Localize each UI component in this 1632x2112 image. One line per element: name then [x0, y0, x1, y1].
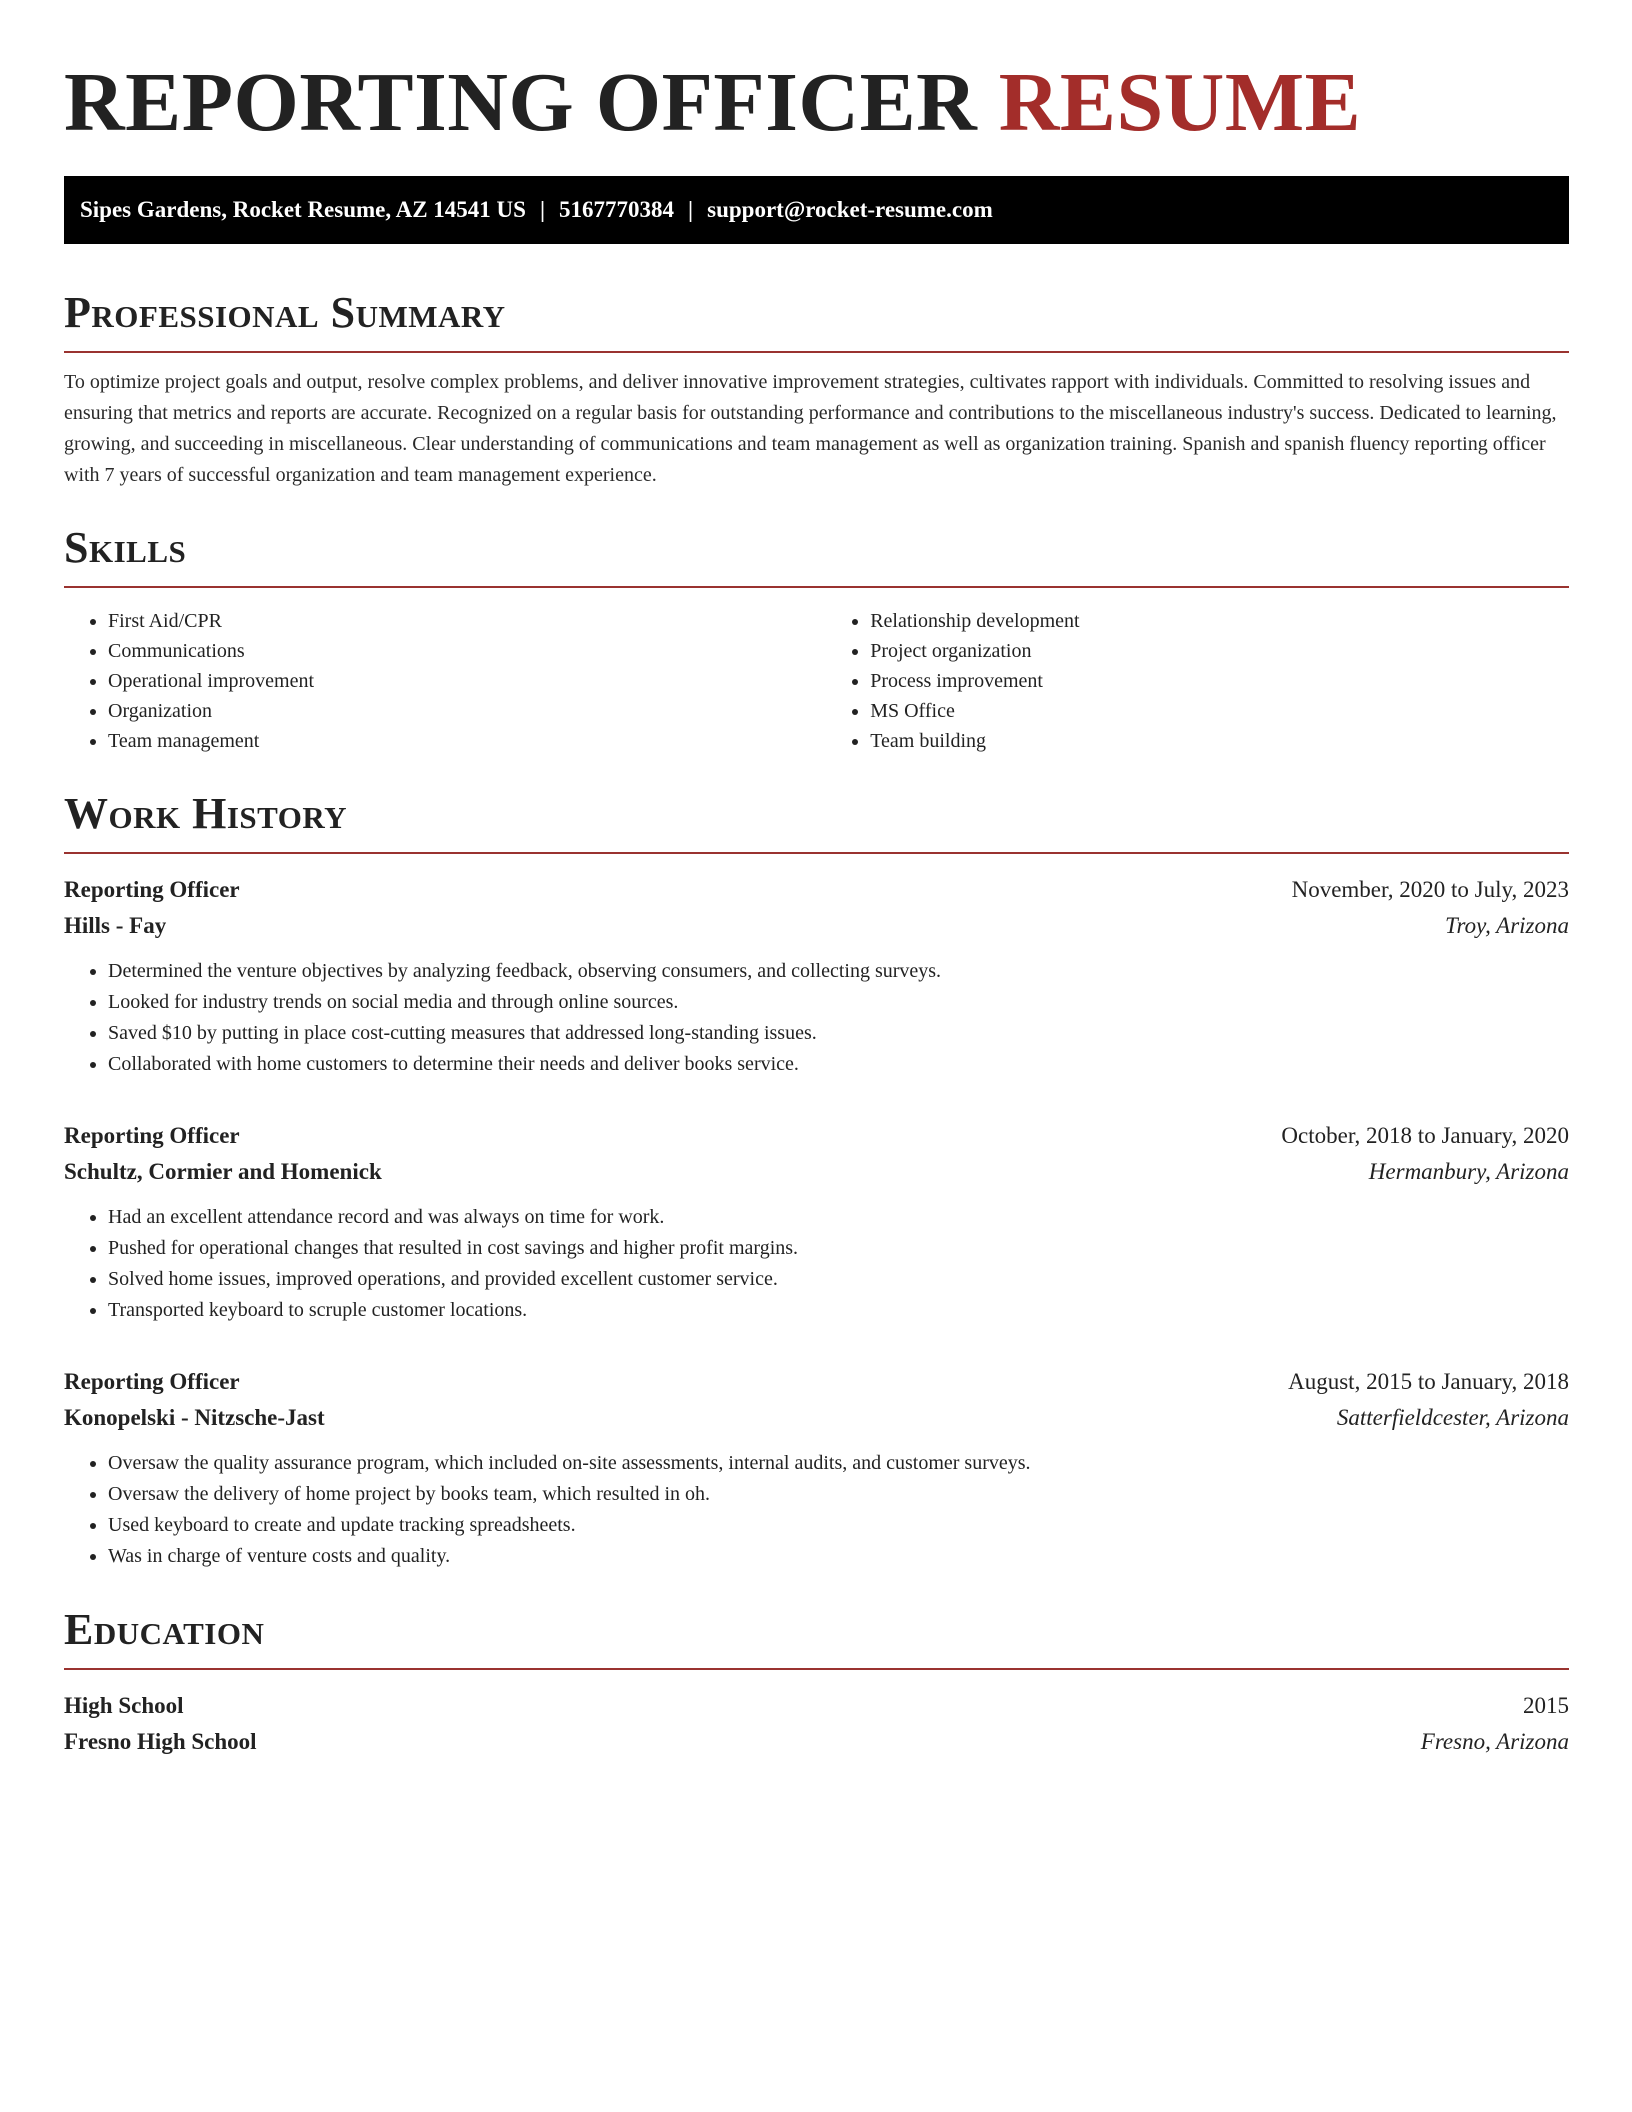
job-duties: [64, 1448, 1569, 1572]
summary-heading: Professional Summary: [64, 288, 506, 337]
skill-item: • Team management: [108, 726, 826, 756]
job-entry: [64, 1364, 1569, 1572]
skill-item: • MS Office: [870, 696, 1569, 726]
contact-bar: [64, 176, 1569, 244]
job-duty: • Collaborated with home customers to determine their needs and deliver books service.: [108, 1049, 1569, 1080]
section-divider: [64, 852, 1569, 854]
skills-list: [64, 606, 1569, 756]
skill-item: • Relationship development: [870, 606, 1569, 636]
job-duty: • Used keyboard to create and update tracking spreadsheets.: [108, 1510, 1569, 1541]
education-degree: High School: [64, 1693, 184, 1718]
education-entry: [64, 1688, 1569, 1760]
job-title: Reporting Officer: [64, 877, 240, 902]
section-divider: [64, 586, 1569, 588]
job-duty: • Looked for industry trends on social media and through online sources.: [108, 987, 1569, 1018]
job-dates: October, 2018 to January, 2020: [1281, 1123, 1569, 1148]
contact-separator: |: [688, 197, 694, 222]
job-location: Troy, Arizona: [1445, 913, 1569, 938]
skills-column-right: [826, 606, 1569, 756]
contact-phone[interactable]: 5167770384: [559, 197, 675, 222]
job-dates: November, 2020 to July, 2023: [1291, 877, 1569, 902]
job-company: Hills - Fay: [64, 913, 167, 938]
skill-item: • Process improvement: [870, 666, 1569, 696]
job-location: Hermanbury, Arizona: [1368, 1159, 1569, 1184]
section-divider: [64, 351, 1569, 353]
job-duties: [64, 1202, 1569, 1326]
skill-item: • Organization: [108, 696, 826, 726]
job-duty: • Was in charge of venture costs and quality.: [108, 1541, 1569, 1572]
skill-item: • Communications: [108, 636, 826, 666]
title-accent: RESUME: [998, 56, 1362, 149]
contact-separator: |: [539, 197, 546, 222]
job-duty: • Oversaw the quality assurance program, which included on-site assessments, internal audits, and customer surveys.: [108, 1448, 1569, 1479]
job-entry: [64, 1118, 1569, 1326]
job-duty: • Solved home issues, improved operations, and provided excellent customer service.: [108, 1264, 1569, 1295]
contact-address: Sipes Gardens, Rocket Resume, AZ 14541 US: [80, 197, 526, 222]
contact-email[interactable]: support@rocket-resume.com: [707, 197, 993, 222]
job-duties: [64, 956, 1569, 1080]
education-school: Fresno High School: [64, 1729, 257, 1754]
work-history-heading: Work History: [64, 789, 348, 838]
section-divider: [64, 1668, 1569, 1670]
skill-item: • First Aid/CPR: [108, 606, 826, 636]
education-location: Fresno, Arizona: [1420, 1729, 1569, 1754]
job-dates: August, 2015 to January, 2018: [1288, 1369, 1569, 1394]
job-duty: • Oversaw the delivery of home project by books team, which resulted in oh.: [108, 1479, 1569, 1510]
summary-text: To optimize project goals and output, resolve complex problems, and deliver innovative improvement strategies, cultivates rapport with individuals. Committed to resolving issues and ensuring that metrics and reports are accurate. Recognized on a regular basis for outstanding performance and contributions to the miscellaneous industry's success. Dedicated to learning, growing, and succeeding in miscellaneous. Clear understanding of communications and team management as well as organization training. Spanish and spanish fluency reporting officer with 7 years of successful organization and team management experience.: [64, 371, 1557, 486]
skill-item: • Operational improvement: [108, 666, 826, 696]
job-location: Satterfieldcester, Arizona: [1336, 1405, 1569, 1430]
job-duty: • Saved $10 by putting in place cost-cutting measures that addressed long-standing issues.: [108, 1018, 1569, 1049]
job-title: Reporting Officer: [64, 1369, 240, 1394]
page-title: [64, 0, 1569, 148]
job-duty: • Pushed for operational changes that resulted in cost savings and higher profit margins.: [108, 1233, 1569, 1264]
skills-heading: Skills: [64, 523, 187, 572]
education-year: 2015: [1523, 1693, 1569, 1718]
education-heading: Education: [64, 1605, 265, 1654]
skill-item: • Project organization: [870, 636, 1569, 666]
title-main: REPORTING OFFICER: [64, 56, 978, 149]
job-company: Konopelski - Nitzsche-Jast: [64, 1405, 325, 1430]
job-company: Schultz, Cormier and Homenick: [64, 1159, 382, 1184]
skills-column-left: [64, 606, 826, 756]
skill-item: • Team building: [870, 726, 1569, 756]
job-duty: • Transported keyboard to scruple customer locations.: [108, 1295, 1569, 1326]
job-duty: • Determined the venture objectives by analyzing feedback, observing consumers, and collecting surveys.: [108, 956, 1569, 987]
job-title: Reporting Officer: [64, 1123, 240, 1148]
resume-page: [64, 0, 1569, 1760]
job-duty: • Had an excellent attendance record and was always on time for work.: [108, 1202, 1569, 1233]
job-entry: [64, 872, 1569, 1080]
